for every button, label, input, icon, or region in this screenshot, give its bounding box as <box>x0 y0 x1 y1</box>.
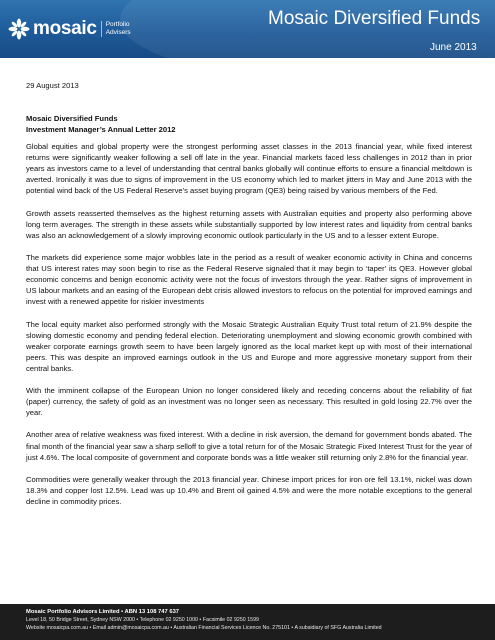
letter-body <box>26 141 472 518</box>
company-logo <box>8 18 131 40</box>
footer-web-line: Website mosaicpa.com.au • Email admin@mosaicpa.com.au • Australian Financial Services Licence No. 275101 • A subsidiary of SFG Australia Limited <box>26 625 382 631</box>
leaf-logo-icon <box>8 18 30 40</box>
letter-heading-title: Investment Manager’s Annual Letter 2012 <box>26 125 176 134</box>
page-footer <box>0 604 495 640</box>
logo-subtitle <box>101 21 131 37</box>
paragraph: Another area of relative weakness was fixed interest. With a decline in risk aversion, the demand for government bonds abated. The final month of the financial year saw a sharp selloff to give a total return for of the Mosaic Strategic Fixed Interest Trust for the year of just 4.6%. The local composite of government and corporate bonds was a little weaker still returning only 2.8% for the financial year. <box>26 430 472 462</box>
footer-address-line: Level 18, 50 Bridge Street, Sydney NSW 2000 • Telephone 02 9250 1000 • Facsimile 02 9250 1599 <box>26 617 260 623</box>
letter-headings <box>26 113 176 135</box>
logo-wordmark: mosaic <box>33 18 97 39</box>
logo-sub-line1: Portfolio <box>105 21 130 28</box>
footer-contact <box>26 608 382 632</box>
page-header <box>0 0 495 58</box>
footer-company-line: Mosaic Portfolio Advisors Limited • ABN 13 108 747 637 <box>26 609 180 615</box>
paragraph: The local equity market also performed strongly with the Mosaic Strategic Australian Equity Trust total return of 21.9% despite the slowing domestic economy and pending federal election. Deteriorating unemployment and slowing economic growth combined with weaker corporate earnings growth seem to have been largely ignored as the local market kept up with most of their international peers. This was despite an improved earnings outlook in the US and Europe and more aggressive monetary support from their central banks. <box>26 319 472 373</box>
logo-sub-line2: Advisers <box>105 29 131 36</box>
paragraph: Growth assets reasserted themselves as the highest returning assets with Australian equities and property also performing above long term averages. The strength in these assets while substantially supported by low interest rates and liquidity from central banks was also an acknowledgement of a slowly improving economic outlook particularly in the US and to a lesser extent Europe. <box>26 208 472 240</box>
page-title: Mosaic Diversified Funds <box>268 8 481 29</box>
paragraph: The markets did experience some major wobbles late in the period as a result of weaker economic activity in China and concerns that US interest rates may soon begin to rise as the Federal Reserve signaled that it may begin to ‘taper’ its QE3. However global economic concerns and benign economic activity were not the focus of investors through the year. Rather signs of improvement in US labour markets and an easing of the European debt crisis allowed investors to refocus on the potential for improved earnings and invest with a renewed appetite for riskier investments <box>26 252 472 307</box>
paragraph: Global equities and global property were the strongest performing asset classes in the 2013 financial year, while fixed interest returns were significantly weaker following a sell off late in the year. Financial markets faced less challenges in 2012 than in prior years as investors came to a level of understanding that central banks globally will continue efforts to ensure a financial meltdown is averted. Ironically it was due to signs of improvement in the US economy which led to market jitters in May and June 2013 with the potential wind back of the US Federal Reserve’s asset buying program (QE3) being raised by various members of the Fed. <box>26 142 472 196</box>
letter-heading-fund: Mosaic Diversified Funds <box>26 114 118 123</box>
paragraph: With the imminent collapse of the European Union no longer considered likely and receding concerns about the reliability of fiat (paper) currency, the safety of gold as an investment was no longer seen as necessary. This resulted in gold losing 22.7% over the year. <box>26 386 472 418</box>
letter-date: 29 August 2013 <box>26 81 79 90</box>
paragraph: Commodities were generally weaker through the 2013 financial year. Chinese import prices for iron ore fell 13.1%, nickel was down 18.3% and copper lost 12.5%. Lead was up 10.4% and Brent oil gained 4.5% and were the more notable exceptions to the general decline in commodity prices. <box>26 474 472 506</box>
page-subtitle: June 2013 <box>430 42 477 53</box>
